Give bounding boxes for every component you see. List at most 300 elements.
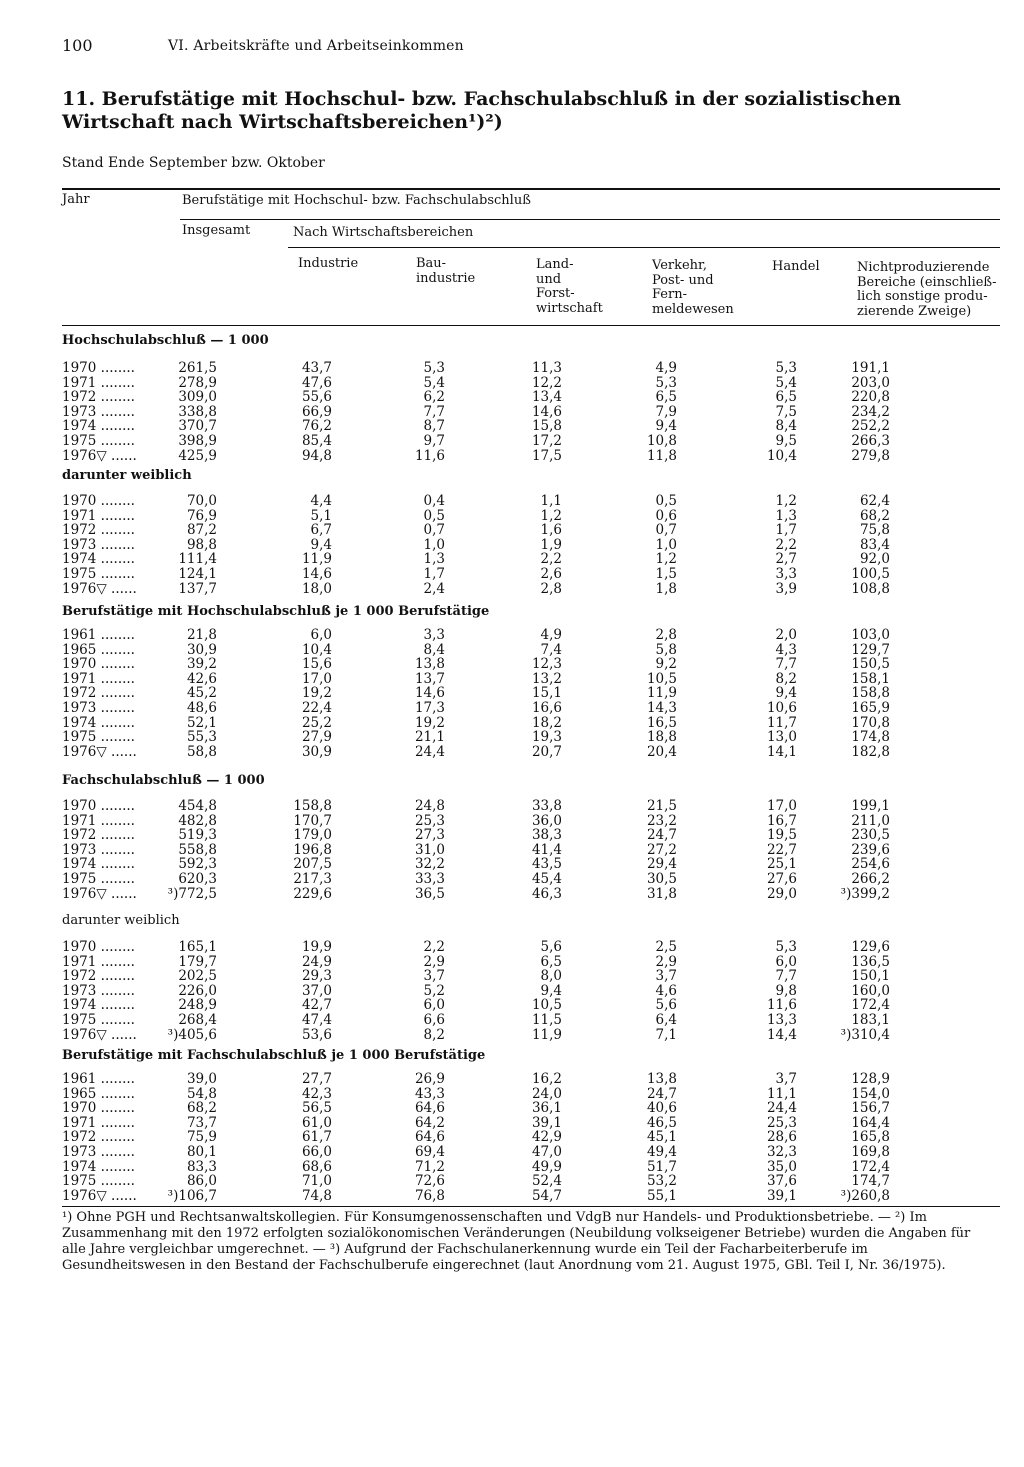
cell-value: 29,4: [646, 856, 677, 873]
table-row: [0, 872, 1024, 887]
cell-value: 136,5: [851, 953, 890, 970]
header-line: lich sonstige produ-: [857, 289, 988, 304]
cell-value: 164,4: [851, 1114, 890, 1131]
cell-value: 5,8: [655, 641, 677, 658]
cell-value: 266,2: [851, 871, 890, 887]
cell-value: 43,7: [301, 360, 332, 376]
header-line: meldewesen: [652, 301, 734, 317]
table-bottom-rule: [62, 1206, 1000, 1207]
cell-value: 32,3: [766, 1144, 797, 1160]
table-row: [0, 1189, 1024, 1204]
cell-value: 64,2: [414, 1114, 445, 1131]
row-year: 1970 ........: [62, 657, 135, 673]
cell-value: 1,9: [540, 536, 562, 553]
row-year: 1965 ........: [62, 1086, 135, 1102]
table-row: [0, 567, 1024, 582]
cell-value: 1,0: [423, 536, 445, 553]
cell-value: 9,4: [310, 536, 332, 553]
cell-value: 11,9: [301, 551, 332, 568]
row-year: 1961 ........: [62, 628, 135, 643]
cell-value: 154,0: [851, 1085, 890, 1102]
cell-value: 5,4: [423, 374, 445, 391]
cell-value: 11,1: [766, 1085, 797, 1102]
section-heading: Fachschulabschluß — 1 000: [62, 773, 265, 788]
col-header-verkehr: [652, 259, 734, 317]
cell-value: 211,0: [851, 812, 890, 829]
cell-value: 64,6: [414, 1129, 445, 1146]
table-title: 11. Berufstätige mit Hochschul- bzw. Fachschulabschluß in der sozialistischen Wirtschaft nach Wirtschaftsbereichen¹)²): [62, 88, 902, 133]
cell-value: 39,1: [766, 1187, 797, 1204]
cell-value: 169,8: [851, 1144, 890, 1160]
cell-value: 15,8: [531, 418, 562, 435]
cell-value: 6,0: [423, 997, 445, 1014]
cell-value: 170,8: [851, 714, 890, 731]
col-header-nach-wirtschaftsbereichen: Nach Wirtschaftsbereichen: [293, 225, 474, 240]
cell-value: 137,7: [178, 580, 217, 597]
cell-value: 0,6: [655, 507, 677, 524]
page-number: 100: [62, 36, 93, 55]
cell-value: 8,4: [775, 418, 797, 435]
cell-value: 35,0: [766, 1158, 797, 1175]
table-row: [0, 1072, 1024, 1087]
cell-value: 54,8: [186, 1085, 217, 1102]
cell-value: 17,2: [531, 433, 562, 449]
cell-value: 11,5: [531, 1012, 562, 1028]
cell-value: 160,0: [851, 982, 890, 999]
cell-value: 172,4: [851, 1158, 890, 1175]
cell-value: 558,8: [178, 841, 217, 858]
cell-value: 55,6: [301, 389, 332, 406]
cell-value: 26,9: [414, 1071, 445, 1087]
branch-rule: [288, 247, 1000, 248]
cell-value: 13,8: [414, 656, 445, 673]
cell-value: 31,8: [646, 885, 677, 902]
cell-value: 3,7: [423, 968, 445, 985]
cell-value: 5,4: [775, 374, 797, 391]
row-year: 1974 ........: [62, 419, 135, 435]
cell-value: 66,9: [301, 403, 332, 420]
cell-value: 239,6: [851, 841, 890, 858]
row-year: 1961 ........: [62, 1072, 135, 1087]
cell-value: 22,7: [766, 841, 797, 858]
cell-value: 86,0: [186, 1173, 217, 1190]
cell-value: 1,3: [775, 507, 797, 524]
cell-value: 39,1: [531, 1114, 562, 1131]
cell-value: 58,8: [186, 743, 217, 760]
cell-value: 620,3: [178, 871, 217, 887]
cell-value: 36,1: [531, 1100, 562, 1117]
row-year: 1970 ........: [62, 799, 135, 814]
cell-value: 2,5: [655, 939, 677, 955]
cell-value: 36,0: [531, 812, 562, 829]
cell-value: 266,3: [851, 433, 890, 449]
col-header-industrie: Industrie: [298, 256, 359, 271]
cell-value: 8,7: [423, 418, 445, 435]
table-row: [0, 969, 1024, 984]
cell-value: 24,7: [646, 1085, 677, 1102]
cell-value: 370,7: [178, 418, 217, 435]
cell-value: 19,3: [531, 729, 562, 746]
table-row: [0, 1028, 1024, 1043]
group-rule: [180, 219, 1000, 220]
cell-value: 76,8: [414, 1187, 445, 1204]
cell-value: 42,9: [531, 1129, 562, 1146]
cell-value: 10,6: [766, 700, 797, 716]
cell-value: 278,9: [178, 374, 217, 391]
cell-value: 10,5: [646, 670, 677, 687]
row-year: 1975 ........: [62, 1174, 135, 1190]
cell-value: 31,0: [414, 841, 445, 858]
cell-value: 98,8: [186, 536, 217, 553]
header-line: wirtschaft: [536, 300, 603, 316]
table-row: [0, 582, 1024, 597]
row-year: 1974 ........: [62, 1159, 135, 1175]
cell-value: 156,7: [851, 1100, 890, 1117]
table-row: [0, 628, 1024, 643]
col-header-bauindustrie: [416, 257, 475, 286]
cell-value: 27,3: [414, 827, 445, 844]
cell-value: 18,0: [301, 580, 332, 597]
cell-value: 15,6: [301, 656, 332, 673]
cell-value: 7,7: [423, 403, 445, 420]
cell-value: 1,0: [655, 536, 677, 553]
cell-value: 11,9: [646, 685, 677, 702]
cell-value: 11,6: [766, 997, 797, 1014]
cell-value: 8,2: [775, 670, 797, 687]
cell-value: 87,2: [186, 522, 217, 539]
row-year: 1975 ........: [62, 1013, 135, 1028]
cell-value: 0,5: [423, 507, 445, 524]
cell-value: 30,9: [186, 641, 217, 658]
cell-value: 220,8: [851, 389, 890, 406]
cell-value: 21,8: [186, 627, 217, 643]
cell-value: 11,6: [414, 447, 445, 464]
row-year: 1976▽ ......: [62, 581, 137, 597]
cell-value: 62,4: [859, 493, 890, 509]
cell-value: 158,1: [851, 670, 890, 687]
cell-value: 9,4: [540, 982, 562, 999]
row-year: 1975 ........: [62, 730, 135, 746]
col-header-jahr: Jahr: [62, 192, 90, 207]
cell-value: 30,5: [646, 871, 677, 887]
row-year: 1974 ........: [62, 998, 135, 1014]
cell-value: 11,8: [646, 447, 677, 464]
cell-value: 16,2: [531, 1071, 562, 1087]
table-row: [0, 1013, 1024, 1028]
cell-value: 9,8: [775, 982, 797, 999]
cell-value: 25,2: [301, 714, 332, 731]
header-line: Bereiche (einschließ-: [857, 274, 997, 290]
cell-value: 165,9: [851, 700, 890, 716]
cell-value: 482,8: [178, 812, 217, 829]
cell-value: 5,6: [540, 939, 562, 955]
cell-value: 61,0: [301, 1114, 332, 1131]
table-row: [0, 1101, 1024, 1116]
cell-value: 70,0: [186, 493, 217, 509]
cell-value: 10,5: [531, 997, 562, 1014]
cell-value: 1,2: [655, 551, 677, 568]
cell-value: 1,1: [540, 493, 562, 509]
cell-value: 309,0: [178, 389, 217, 406]
cell-value: 196,8: [293, 841, 332, 858]
cell-value: 9,4: [775, 685, 797, 702]
table-row: [0, 657, 1024, 672]
cell-value: 19,9: [301, 939, 332, 955]
cell-value: 28,6: [766, 1129, 797, 1146]
cell-value: 165,8: [851, 1129, 890, 1146]
cell-value: 29,3: [301, 968, 332, 985]
cell-value: 4,3: [775, 641, 797, 658]
cell-value: 20,7: [531, 743, 562, 760]
cell-value: 68,2: [186, 1100, 217, 1117]
cell-value: 6,6: [423, 1012, 445, 1028]
cell-value: 55,3: [186, 729, 217, 746]
row-year: 1973 ........: [62, 842, 135, 858]
row-year: 1971 ........: [62, 1115, 135, 1131]
table-row: [0, 701, 1024, 716]
cell-value: 85,4: [301, 433, 332, 449]
table-row: [0, 390, 1024, 405]
cell-value: 234,2: [851, 403, 890, 420]
cell-value: 27,2: [646, 841, 677, 858]
cell-value: 14,1: [766, 743, 797, 760]
row-year: 1972 ........: [62, 969, 135, 985]
cell-value: 0,7: [423, 522, 445, 539]
cell-value: 9,2: [655, 656, 677, 673]
cell-value: 17,0: [301, 670, 332, 687]
row-year: 1976▽ ......: [62, 744, 137, 760]
section-heading: Hochschulabschluß — 1 000: [62, 333, 269, 348]
cell-value: 207,5: [293, 856, 332, 873]
cell-value: 14,6: [414, 685, 445, 702]
row-year: 1972 ........: [62, 686, 135, 702]
header-line: Land-: [536, 257, 574, 272]
row-year: 1970 ........: [62, 1101, 135, 1117]
cell-value: 7,9: [655, 403, 677, 420]
cell-value: 42,3: [301, 1085, 332, 1102]
cell-value: 24,4: [414, 743, 445, 760]
header-line: Verkehr,: [652, 258, 707, 273]
cell-value: 4,9: [655, 360, 677, 376]
cell-value: 24,8: [414, 798, 445, 814]
cell-value: 69,4: [414, 1144, 445, 1160]
table-row: [0, 523, 1024, 538]
cell-value: 20,4: [646, 743, 677, 760]
cell-value: 19,2: [301, 685, 332, 702]
cell-value: 12,3: [531, 656, 562, 673]
header-line: Forst-: [536, 286, 575, 301]
header-line: Bau-: [416, 256, 447, 271]
cell-value: 4,6: [655, 982, 677, 999]
chapter-heading: VI. Arbeitskräfte und Arbeitseinkommen: [168, 38, 464, 54]
row-year: 1973 ........: [62, 701, 135, 716]
cell-value: 1,6: [540, 522, 562, 539]
cell-value: 24,9: [301, 953, 332, 970]
cell-value: 5,6: [655, 997, 677, 1014]
table-row: [0, 940, 1024, 955]
cell-value: 6,0: [310, 627, 332, 643]
cell-value: 203,0: [851, 374, 890, 391]
cell-value: 49,9: [531, 1158, 562, 1175]
cell-value: 217,3: [293, 871, 332, 887]
cell-value: 158,8: [293, 798, 332, 814]
cell-value: 17,5: [531, 447, 562, 464]
cell-value: 54,7: [531, 1187, 562, 1204]
row-year: 1973 ........: [62, 983, 135, 999]
cell-value: 1,8: [655, 580, 677, 597]
cell-value: 66,0: [301, 1144, 332, 1160]
cell-value: 1,2: [775, 493, 797, 509]
cell-value: 6,4: [655, 1012, 677, 1028]
cell-value: 75,9: [186, 1129, 217, 1146]
table-row: [0, 434, 1024, 449]
cell-value: 174,8: [851, 729, 890, 746]
cell-value: 47,4: [301, 1012, 332, 1028]
cell-value: 36,5: [414, 885, 445, 902]
cell-value: 592,3: [178, 856, 217, 873]
cell-value: 7,7: [775, 656, 797, 673]
col-header-land-forst: [536, 258, 603, 316]
cell-value: 2,7: [775, 551, 797, 568]
row-year: 1971 ........: [62, 671, 135, 687]
header-line: Nichtproduzierende: [857, 260, 990, 275]
cell-value: ³)106,7: [167, 1187, 217, 1204]
cell-value: 32,2: [414, 856, 445, 873]
cell-value: 111,4: [178, 551, 217, 568]
row-year: 1975 ........: [62, 567, 135, 582]
row-year: 1970 ........: [62, 494, 135, 509]
cell-value: 150,1: [851, 968, 890, 985]
header-line: Post- und: [652, 272, 714, 288]
cell-value: 15,1: [531, 685, 562, 702]
cell-value: 37,0: [301, 982, 332, 999]
row-year: 1976▽ ......: [62, 1027, 137, 1043]
cell-value: 10,8: [646, 433, 677, 449]
cell-value: 2,9: [423, 953, 445, 970]
cell-value: 33,8: [531, 798, 562, 814]
cell-value: 37,6: [766, 1173, 797, 1190]
row-year: 1973 ........: [62, 404, 135, 420]
cell-value: 27,7: [301, 1071, 332, 1087]
cell-value: 52,1: [186, 714, 217, 731]
cell-value: 11,9: [531, 1026, 562, 1043]
table-row: [0, 494, 1024, 509]
cell-value: 8,2: [423, 1026, 445, 1043]
cell-value: 4,4: [310, 493, 332, 509]
col-header-insgesamt: Insgesamt: [182, 223, 251, 238]
cell-value: 2,2: [775, 536, 797, 553]
cell-value: 25,3: [414, 812, 445, 829]
cell-value: 2,8: [540, 580, 562, 597]
cell-value: 108,8: [851, 580, 890, 597]
cell-value: 68,2: [859, 507, 890, 524]
cell-value: 7,1: [655, 1026, 677, 1043]
cell-value: 2,6: [540, 566, 562, 582]
cell-value: 3,7: [775, 1071, 797, 1087]
cell-value: 5,2: [423, 982, 445, 999]
cell-value: 39,0: [186, 1071, 217, 1087]
cell-value: 3,9: [775, 580, 797, 597]
cell-value: 64,6: [414, 1100, 445, 1117]
cell-value: 158,8: [851, 685, 890, 702]
cell-value: 179,0: [293, 827, 332, 844]
cell-value: 56,5: [301, 1100, 332, 1117]
cell-value: 124,1: [178, 566, 217, 582]
cell-value: 21,5: [646, 798, 677, 814]
cell-value: 13,8: [646, 1071, 677, 1087]
row-year: 1965 ........: [62, 642, 135, 658]
header-line: industrie: [416, 270, 476, 286]
cell-value: 40,6: [646, 1100, 677, 1117]
header-line: Fern-: [652, 287, 687, 302]
col-header-handel: Handel: [772, 259, 820, 274]
row-year: 1970 ........: [62, 361, 135, 376]
cell-value: 47,6: [301, 374, 332, 391]
cell-value: 454,8: [178, 798, 217, 814]
cell-value: 22,4: [301, 700, 332, 716]
cell-value: 55,1: [646, 1187, 677, 1204]
table-row: [0, 730, 1024, 745]
cell-value: 226,0: [178, 982, 217, 999]
cell-value: 47,0: [531, 1144, 562, 1160]
cell-value: 38,3: [531, 827, 562, 844]
cell-value: 13,7: [414, 670, 445, 687]
row-year: 1974 ........: [62, 857, 135, 873]
cell-value: 72,6: [414, 1173, 445, 1190]
cell-value: 338,8: [178, 403, 217, 420]
col-header-nichtproduzierende: [857, 261, 997, 319]
cell-value: 1,7: [423, 566, 445, 582]
cell-value: ³)399,2: [840, 885, 890, 902]
cell-value: 2,9: [655, 953, 677, 970]
cell-value: 252,2: [851, 418, 890, 435]
cell-value: 42,6: [186, 670, 217, 687]
section-heading: Berufstätige mit Hochschulabschluß je 1 000 Berufstätige: [62, 604, 490, 619]
cell-value: 2,0: [775, 627, 797, 643]
cell-value: 4,9: [540, 627, 562, 643]
cell-value: 11,7: [766, 714, 797, 731]
cell-value: 45,1: [646, 1129, 677, 1146]
cell-value: 13,3: [766, 1012, 797, 1028]
cell-value: 5,3: [655, 374, 677, 391]
cell-value: 94,8: [301, 447, 332, 464]
cell-value: ³)310,4: [840, 1026, 890, 1043]
cell-value: 19,5: [766, 827, 797, 844]
cell-value: 10,4: [766, 447, 797, 464]
cell-value: 27,9: [301, 729, 332, 746]
cell-value: 2,8: [655, 627, 677, 643]
cell-value: 45,4: [531, 871, 562, 887]
cell-value: 73,7: [186, 1114, 217, 1131]
cell-value: 18,2: [531, 714, 562, 731]
header-line: und: [536, 271, 562, 287]
cell-value: 0,5: [655, 493, 677, 509]
row-year: 1973 ........: [62, 537, 135, 553]
cell-value: 9,5: [775, 433, 797, 449]
cell-value: 14,6: [301, 566, 332, 582]
cell-value: 61,7: [301, 1129, 332, 1146]
cell-value: 76,9: [186, 507, 217, 524]
cell-value: 39,2: [186, 656, 217, 673]
cell-value: 5,3: [775, 360, 797, 376]
cell-value: 33,3: [414, 871, 445, 887]
cell-value: 14,4: [766, 1026, 797, 1043]
cell-value: 83,3: [186, 1158, 217, 1175]
cell-value: 9,4: [655, 418, 677, 435]
col-header-group: Berufstätige mit Hochschul- bzw. Fachschulabschluß: [182, 193, 531, 208]
cell-value: 519,3: [178, 827, 217, 844]
cell-value: 425,9: [178, 447, 217, 464]
